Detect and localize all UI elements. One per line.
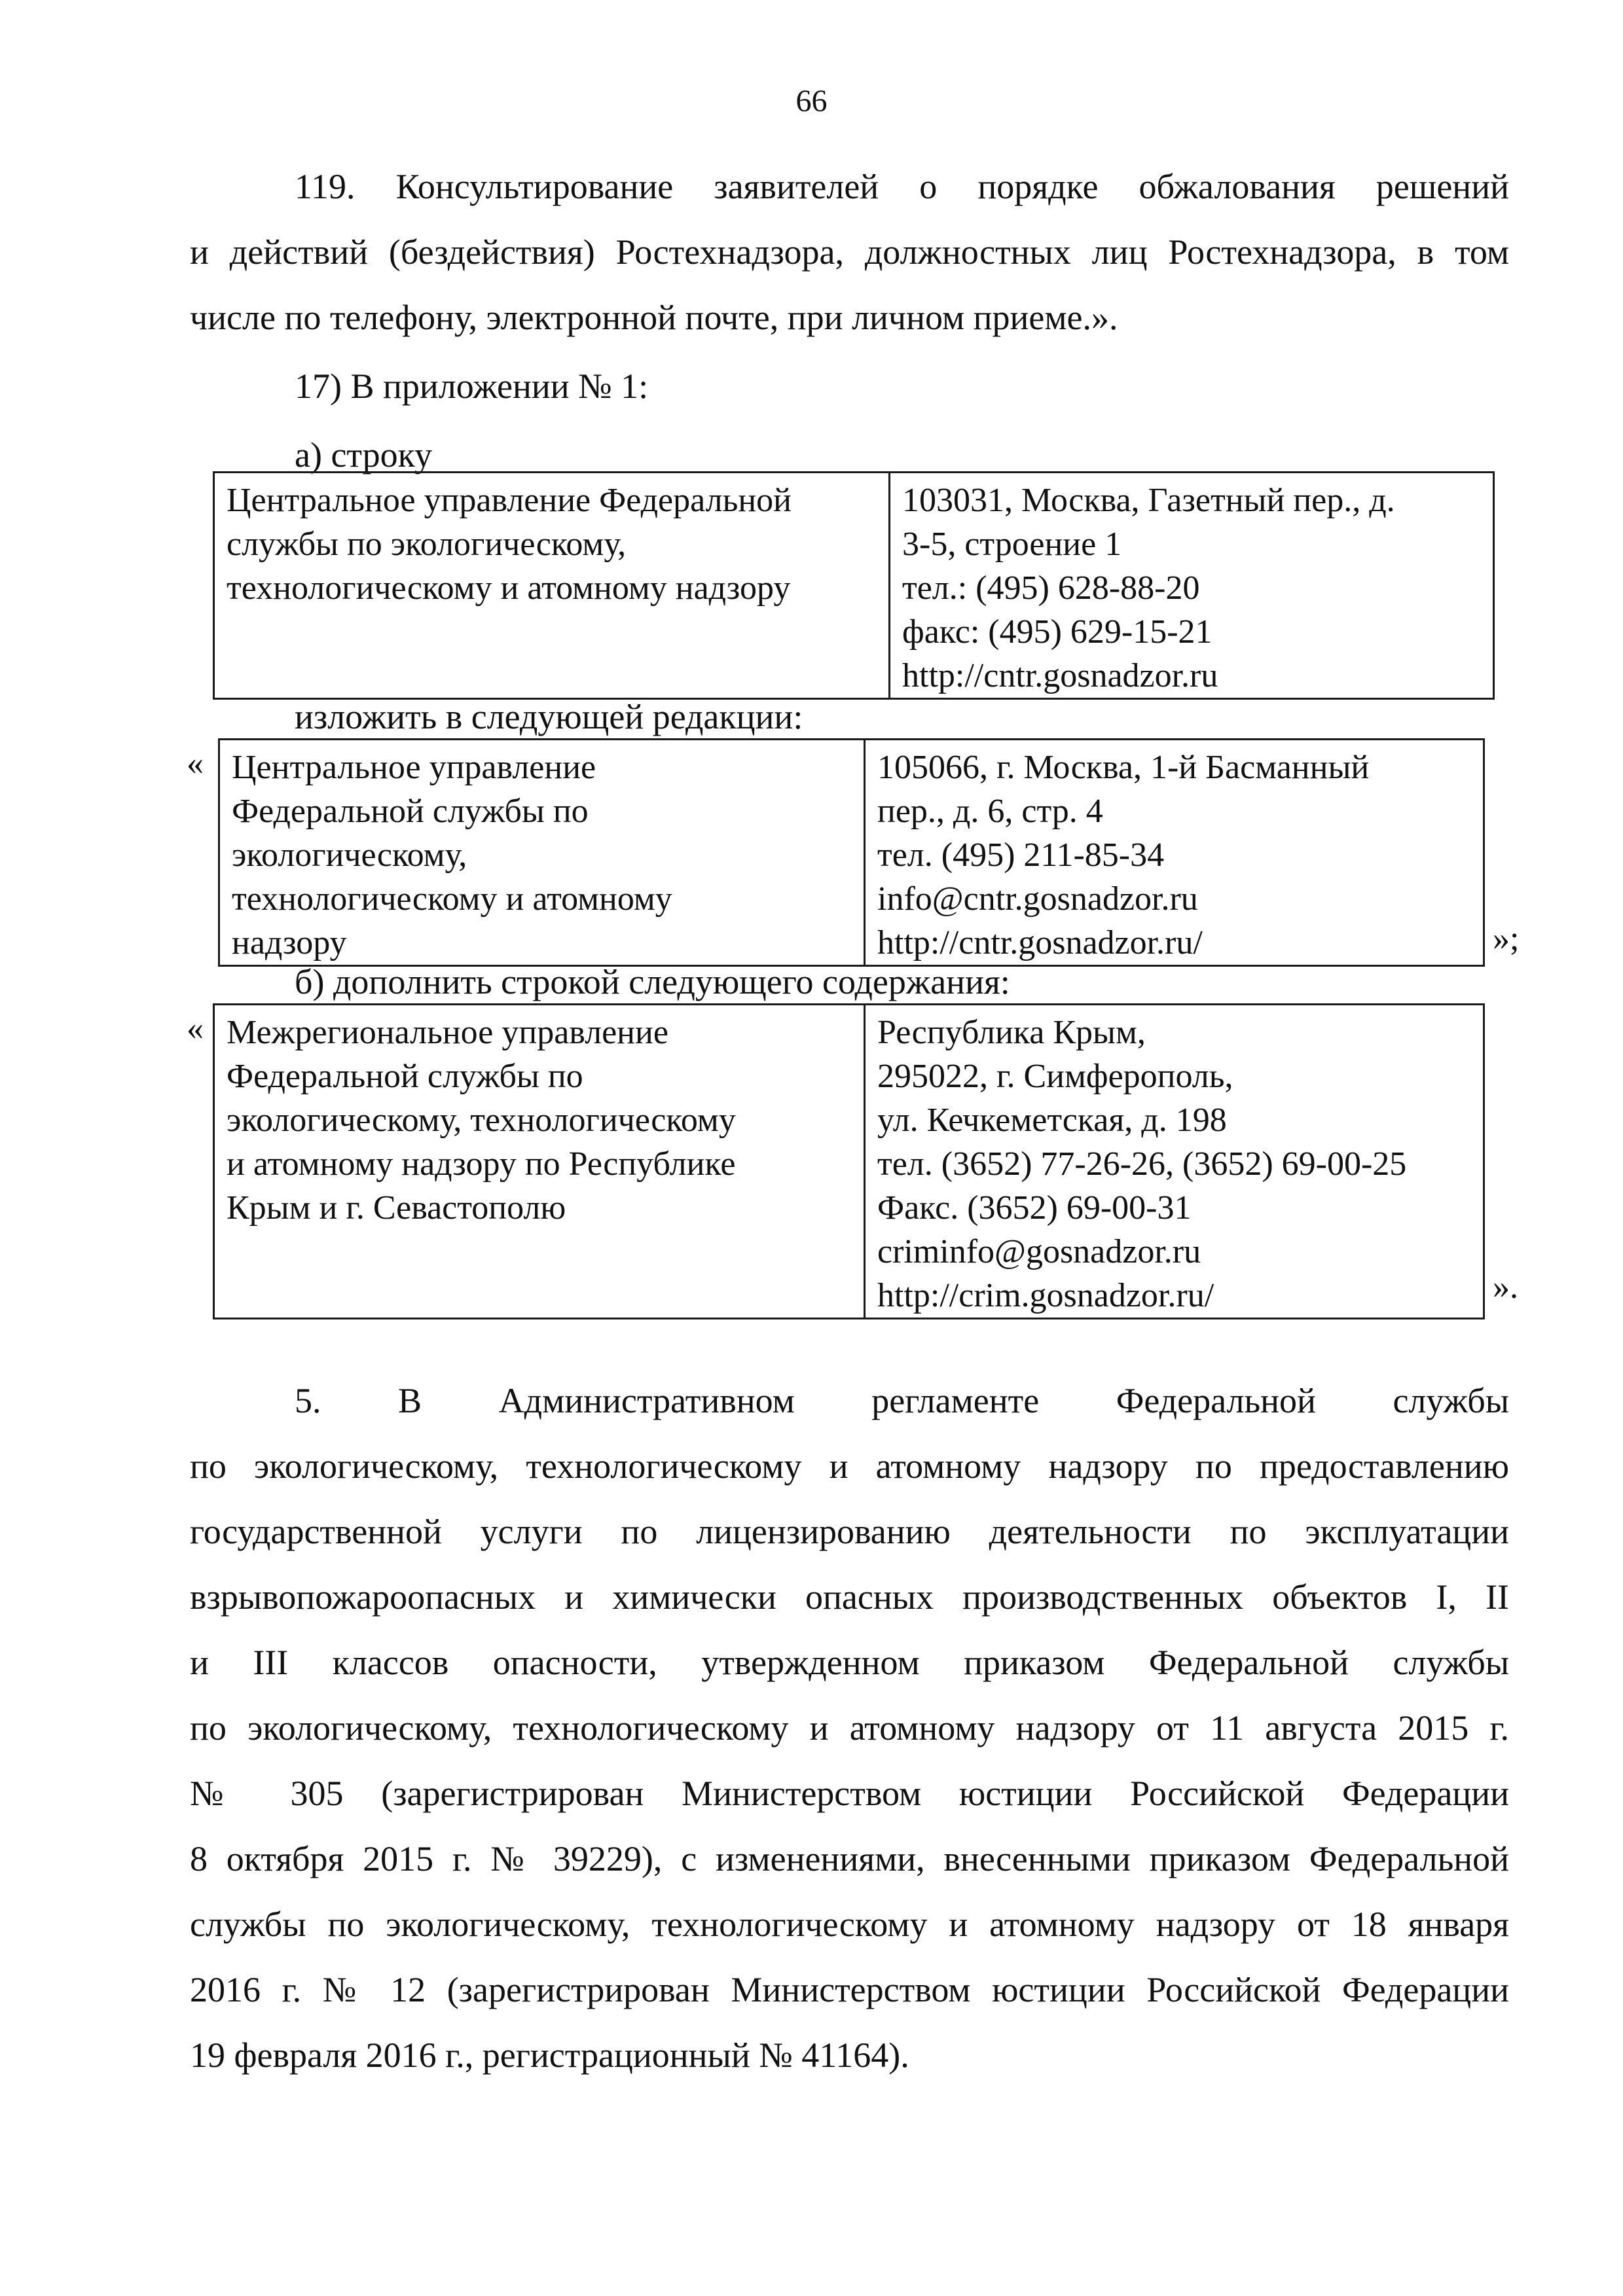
- item119-line-1: 119. Консультирование заявителей о порядке обжалования решений: [295, 167, 1509, 206]
- added-address-link: http://crim.gosnadzor.ru/: [877, 1277, 1214, 1314]
- new-address-line: тел. (495) 211-85-34: [877, 836, 1165, 874]
- added-row-table: [213, 1003, 1485, 1319]
- item5-line-4: взрывопожароопасных и химически опасных производственных объектов I, II: [190, 1577, 1509, 1617]
- new-name-line: технологическому и атомному: [232, 880, 672, 918]
- old-row-name-cell: [214, 473, 890, 699]
- old-name-line: Центральное управление Федеральной: [227, 482, 792, 519]
- item17-a-label: а) строку: [295, 435, 433, 475]
- new-row-table: [218, 738, 1485, 967]
- added-address-line: Республика Крым,: [877, 1014, 1146, 1051]
- new-name-line: Федеральной службы по: [232, 793, 589, 830]
- item5-line-3: государственной услуги по лицензированию деятельности по эксплуатации: [190, 1512, 1509, 1551]
- page-number: 66: [795, 84, 828, 118]
- old-row-table: [213, 471, 1495, 700]
- old-name-line: службы по экологическому,: [227, 526, 627, 563]
- item5-line-2: по экологическому, технологическому и атомному надзору по предоставлению: [190, 1446, 1509, 1486]
- new-address-email: info@cntr.gosnadzor.ru: [877, 880, 1198, 918]
- added-name-line: экологическому, технологическому: [227, 1102, 736, 1139]
- item5-line-1: 5. В Административном регламенте Федеральной службы: [295, 1381, 1509, 1420]
- added-name-line: Федеральной службы по: [227, 1058, 583, 1095]
- item5-line-10: 2016 г. № 12 (зарегистрирован Министерством юстиции Российской Федерации: [190, 1970, 1509, 2009]
- added-name-line: и атомному надзору по Республике: [227, 1145, 736, 1183]
- old-address-link: http://cntr.gosnadzor.ru: [902, 657, 1218, 694]
- item5-line-6: по экологическому, технологическому и атомному надзору от 11 августа 2015 г.: [190, 1708, 1509, 1748]
- item5-line-9: службы по экологическому, технологическому и атомному надзору от 18 января: [190, 1905, 1509, 1944]
- item17-intro: 17) В приложении № 1:: [295, 367, 649, 406]
- added-name-line: Межрегиональное управление: [227, 1014, 668, 1051]
- item17-b-label: б) дополнить строкой следующего содержания:: [295, 962, 1010, 1001]
- old-row-address-cell: [890, 473, 1494, 699]
- new-row-address-cell: [865, 740, 1484, 966]
- added-row-open-quote: «: [187, 1010, 204, 1047]
- item17-replace-label: изложить в следующей редакции:: [295, 697, 803, 736]
- new-name-line: Центральное управление: [232, 749, 596, 786]
- new-name-line: надзору: [232, 924, 347, 961]
- new-row-open-quote: «: [187, 745, 204, 782]
- added-address-line: тел. (3652) 77-26-26, (3652) 69-00-25: [877, 1145, 1407, 1183]
- new-address-line: 105066, г. Москва, 1-й Басманный: [877, 749, 1370, 786]
- new-name-line: экологическому,: [232, 836, 467, 874]
- old-address-line: 103031, Москва, Газетный пер., д.: [902, 482, 1395, 519]
- added-address-line: ул. Кечкеметская, д. 198: [877, 1102, 1227, 1139]
- added-address-line: Факс. (3652) 69-00-31: [877, 1189, 1192, 1227]
- item5-line-7: № 305 (зарегистрирован Министерством юстиции Российской Федерации: [190, 1774, 1509, 1813]
- added-row-close-quote: ».: [1493, 1268, 1518, 1306]
- new-address-link: http://cntr.gosnadzor.ru/: [877, 924, 1203, 961]
- item5-line-5: и III классов опасности, утвержденном приказом Федеральной службы: [190, 1643, 1509, 1682]
- old-name-line: технологическому и атомному надзору: [227, 569, 791, 607]
- item5-line-8: 8 октября 2015 г. № 39229), с изменениями, внесенными приказом Федеральной: [190, 1839, 1509, 1878]
- item5-line-11: 19 февраля 2016 г., регистрационный № 41164).: [190, 2036, 909, 2075]
- old-address-line: факс: (495) 629-15-21: [902, 613, 1213, 651]
- added-address-line: 295022, г. Симферополь,: [877, 1058, 1233, 1095]
- old-address-line: 3-5, строение 1: [902, 526, 1122, 563]
- added-name-line: Крым и г. Севастополю: [227, 1189, 566, 1227]
- new-row-name-cell: [219, 740, 865, 966]
- old-address-line: тел.: (495) 628-88-20: [902, 569, 1200, 607]
- item119-line-2: и действий (бездействия) Ростехнадзора, должностных лиц Ростехнадзора, в том: [190, 232, 1509, 272]
- added-row-address-cell: [865, 1005, 1484, 1319]
- added-address-email: criminfo@gosnadzor.ru: [877, 1233, 1201, 1270]
- new-row-close-quote: »;: [1493, 920, 1520, 958]
- new-address-line: пер., д. 6, стр. 4: [877, 793, 1103, 830]
- item119-line-3: числе по телефону, электронной почте, при личном приеме.».: [190, 298, 1118, 337]
- added-row-name-cell: [214, 1005, 865, 1319]
